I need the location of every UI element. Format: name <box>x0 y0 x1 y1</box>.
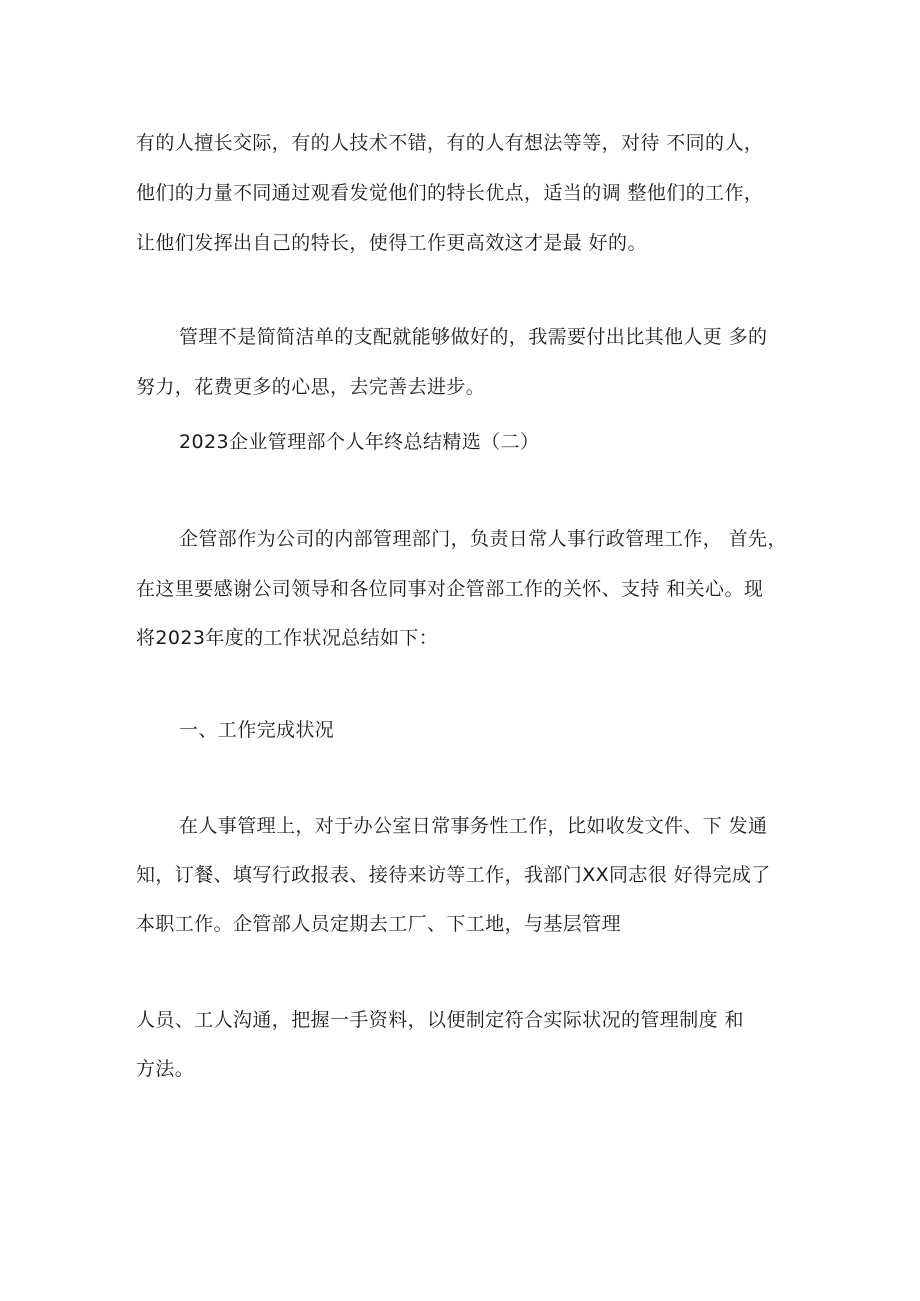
paragraph-5-line-1: 人员、工人沟通，把握一手资料，以便制定符合实际状况的管理制度 和 <box>136 1009 744 1031</box>
paragraph-2-line-2: 努力，花费更多的心思，去完善去进步。 <box>136 376 486 398</box>
paragraph-1-line-2: 他们的力量不同通过观看发觉他们的特长优点，适当的调 整他们的工作， <box>136 182 764 204</box>
paragraph-3-line-2: 在这里要感谢公司领导和各位同事对企管部工作的关怀、支持 和关心。现 <box>136 578 764 600</box>
paragraph-1-line-1: 有的人擅长交际，有的人技术不错，有的人有想法等等，对待 不同的人， <box>136 132 764 154</box>
paragraph-1-line-3: 让他们发挥出自己的特长，使得工作更高效这才是最 好的。 <box>136 232 647 254</box>
paragraph-3-line-1: 企管部作为公司的内部管理部门，负责日常人事行政管理工作， 首先， <box>179 528 787 550</box>
paragraph-4-line-1: 在人事管理上，对于办公室日常事务性工作，比如收发文件、下 发通 <box>179 815 768 837</box>
section-title: 2023企业管理部个人年终总结精选（二） <box>179 431 540 453</box>
paragraph-3-line-3: 将2023年度的工作状况总结如下： <box>136 627 439 649</box>
paragraph-2-line-1: 管理不是简简洁单的支配就能够做好的，我需要付出比其他人更 多的 <box>179 326 768 348</box>
section-heading-1: 一、工作完成状况 <box>179 719 335 741</box>
paragraph-4-line-3: 本职工作。企管部人员定期去工厂、下工地，与基层管理 <box>136 913 622 935</box>
paragraph-4-line-2: 知，订餐、填写行政报表、接待来访等工作，我部门XX同志很 好得完成了 <box>136 864 771 886</box>
paragraph-5-line-2: 方法。 <box>136 1058 195 1080</box>
